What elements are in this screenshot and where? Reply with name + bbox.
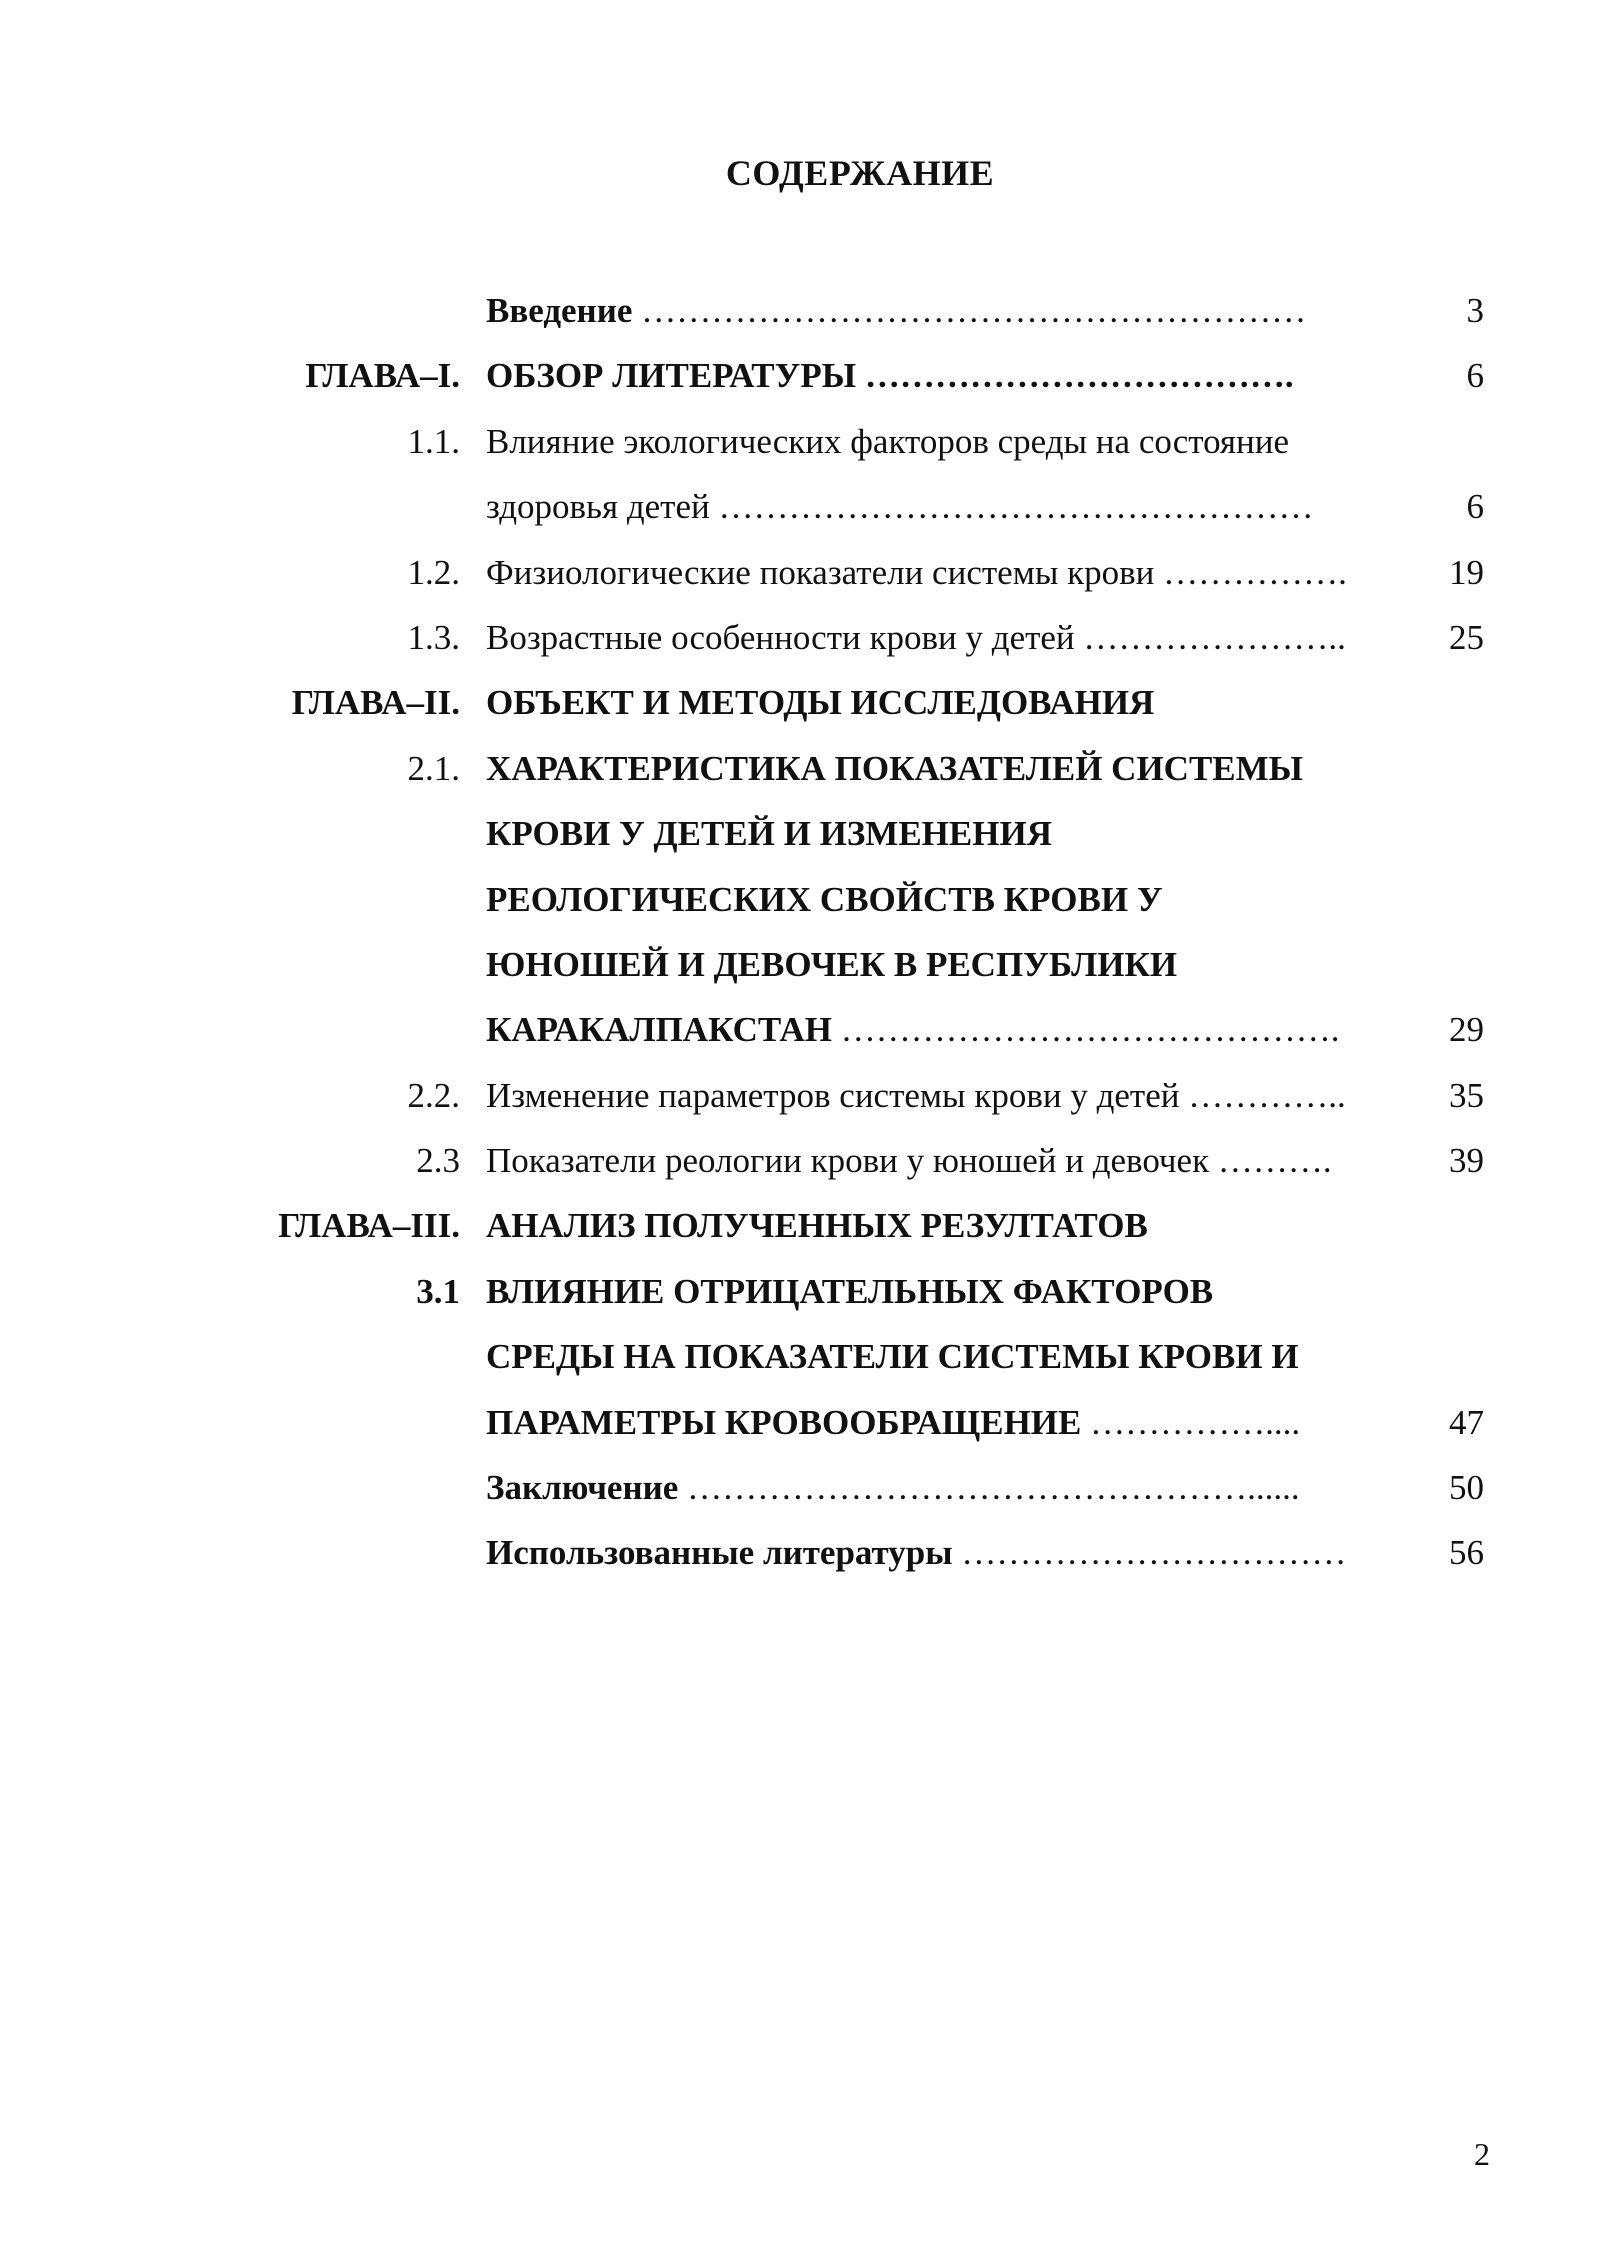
toc-page-number: 25 — [1449, 617, 1484, 657]
toc-row-3-1-cont-1 — [0, 1324, 1600, 1389]
toc-text: Введение ………………………………………………… — [486, 291, 1307, 330]
toc-text: ОБЗОР ЛИТЕРАТУРЫ ………………………………. — [486, 356, 1294, 396]
toc-row-2-3 — [0, 1128, 1600, 1193]
toc-row-references — [0, 1520, 1600, 1585]
toc-text: РЕОЛОГИЧЕСКИХ СВОЙСТВ КРОВИ У — [486, 879, 1163, 919]
toc-row-chapter-3 — [0, 1193, 1600, 1258]
toc-text: КРОВИ У ДЕТЕЙ И ИЗМЕНЕНИЯ — [486, 814, 1052, 854]
toc-page-number: 6 — [1466, 487, 1484, 527]
toc-dots: …………….... — [1081, 1402, 1301, 1442]
toc-text: АНАЛИЗ ПОЛУЧЕННЫХ РЕЗУЛТАТОВ — [486, 1206, 1148, 1246]
toc-dots: ………………….. — [1074, 617, 1346, 657]
toc-label: ГЛАВА–I. — [305, 356, 460, 396]
toc-text: ПАРАМЕТРЫ КРОВООБРАЩЕНИЕ …………….... — [486, 1402, 1301, 1442]
toc-text: Использованные литературы …………………………… — [486, 1533, 1347, 1573]
toc-dots: ……………………………………. — [831, 1010, 1340, 1050]
toc-row-conclusion — [0, 1455, 1600, 1520]
toc-text: ВЛИЯНИЕ ОТРИЦАТЕЛЬНЫХ ФАКТОРОВ — [486, 1271, 1214, 1311]
toc-row-2-1-cont-1 — [0, 801, 1600, 866]
toc-label: ГЛАВА–III. — [278, 1206, 460, 1246]
toc-row-chapter-1 — [0, 343, 1600, 408]
toc-row-1-3 — [0, 605, 1600, 670]
toc-row-1-1-cont — [0, 474, 1600, 539]
toc-text: Показатели реологии крови у юношей и девочек ………. — [486, 1141, 1332, 1181]
toc-row-3-1 — [0, 1259, 1600, 1324]
toc-dots: …………………………… — [952, 1533, 1347, 1573]
toc-text: Физиологические показатели системы крови ……………. — [486, 552, 1347, 592]
toc-text: здоровья детей …………………………………………… — [486, 487, 1314, 527]
toc-page-number: 50 — [1449, 1468, 1484, 1508]
toc-text: Влияние экологических факторов среды на состояние — [486, 421, 1290, 461]
page-title: СОДЕРЖАНИЕ — [725, 153, 995, 193]
toc-row-2-1 — [0, 736, 1600, 801]
toc-text: Заключение …………………………………………...... — [486, 1468, 1300, 1508]
toc-label: 2.2. — [407, 1075, 460, 1115]
toc-row-1-2 — [0, 540, 1600, 605]
toc-page-number: 3 — [1466, 291, 1484, 330]
toc-page-number: 19 — [1449, 552, 1484, 592]
toc-label: 1.2. — [407, 552, 460, 592]
toc-dots: …………………………………………… — [709, 487, 1314, 527]
toc-row-1-1 — [0, 409, 1600, 474]
toc-label: ГЛАВА–II. — [291, 683, 460, 723]
toc-page-number: 39 — [1449, 1141, 1484, 1181]
footer-page-number: 2 — [1474, 2136, 1490, 2172]
toc-row-2-2 — [0, 1063, 1600, 1128]
toc-page-number: 29 — [1449, 1010, 1484, 1050]
toc-label: 2.3 — [416, 1141, 460, 1181]
toc-row-2-1-cont-4 — [0, 997, 1600, 1062]
toc-row-2-1-cont-2 — [0, 867, 1600, 932]
toc-dots: ………………………………………………… — [632, 291, 1307, 330]
toc-dots: ………….. — [1179, 1075, 1346, 1115]
toc-text: Возрастные особенности крови у детей ………………….. — [486, 617, 1346, 657]
toc-page-number: 6 — [1466, 356, 1484, 396]
toc-row-chapter-2 — [0, 670, 1600, 735]
toc-dots: ……………. — [1154, 552, 1347, 592]
toc-dots: ………………………………. — [856, 356, 1294, 396]
toc-label: 3.1 — [416, 1271, 460, 1311]
toc-dots: ………. — [1209, 1141, 1332, 1181]
toc-text: СРЕДЫ НА ПОКАЗАТЕЛИ СИСТЕМЫ КРОВИ И — [486, 1337, 1299, 1377]
toc-label: 1.3. — [407, 617, 460, 657]
toc-text: ХАРАКТЕРИСТИКА ПОКАЗАТЕЛЕЙ СИСТЕМЫ — [486, 748, 1304, 788]
toc-label: 2.1. — [407, 748, 460, 788]
table-of-contents — [0, 278, 1600, 1586]
toc-text: ОБЪЕКТ И МЕТОДЫ ИССЛЕДОВАНИЯ — [486, 683, 1155, 723]
toc-text: КАРАКАЛПАКСТАН ……………………………………. — [486, 1010, 1340, 1050]
toc-text: Изменение параметров системы крови у детей ………….. — [486, 1075, 1346, 1115]
toc-row-introduction — [0, 278, 1600, 343]
toc-label: 1.1. — [407, 421, 460, 461]
toc-page-number: 35 — [1449, 1075, 1484, 1115]
toc-page-number: 56 — [1449, 1533, 1484, 1573]
toc-page-number: 47 — [1449, 1402, 1484, 1442]
toc-text: ЮНОШЕЙ И ДЕВОЧЕК В РЕСПУБЛИКИ — [486, 944, 1178, 984]
toc-row-2-1-cont-3 — [0, 932, 1600, 997]
toc-dots: …………………………………………...... — [678, 1468, 1300, 1508]
toc-row-3-1-cont-2 — [0, 1390, 1600, 1455]
